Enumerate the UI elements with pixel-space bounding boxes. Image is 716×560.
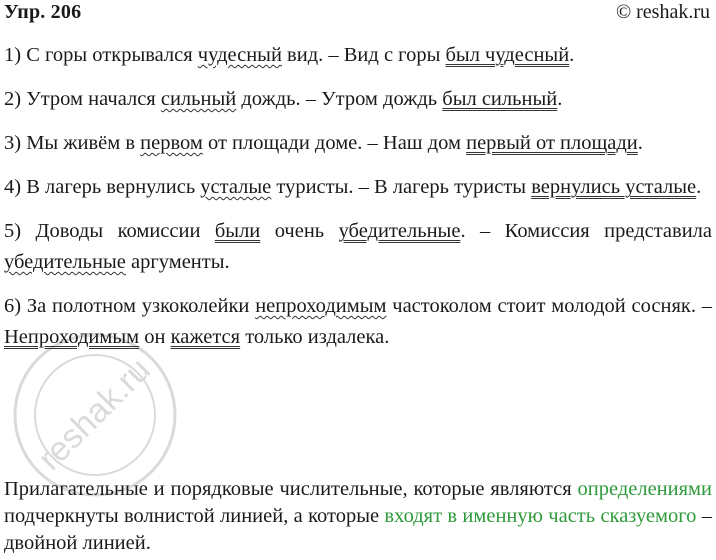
wavy-underlined-word: усталые <box>200 176 272 198</box>
sentence-text: вид. – Вид с горы <box>281 44 446 66</box>
sentence-text: 1) С горы открывался <box>4 44 198 66</box>
sentence-3 <box>4 128 712 159</box>
wavy-underlined-word: чудесный <box>197 44 282 66</box>
double-underlined-word: был сильный <box>442 88 558 110</box>
wavy-underlined-word: убедительные <box>4 251 126 273</box>
sentence-text: туристы. – В лагерь туристы <box>271 176 532 198</box>
sentence-text: . – Комиссия представила <box>460 220 713 242</box>
sentence-text: 6) За полотном узкоколейки <box>4 295 256 317</box>
double-underlined-word: был чудесный <box>445 44 570 66</box>
conclusion-highlight-definitions: определениями <box>577 478 712 500</box>
wavy-underlined-word: сильный <box>160 88 237 110</box>
conclusion-text-1: Прилагательные и порядковые числительные, которые являются <box>4 478 578 500</box>
sentence-text: дождь. – Утром дождь <box>236 88 443 110</box>
sentence-1 <box>4 40 712 71</box>
sentence-text: . <box>637 132 643 154</box>
sentence-6 <box>4 291 712 353</box>
sentence-text: 3) Мы живём в <box>4 132 141 154</box>
sentence-text: . <box>557 88 563 110</box>
sentence-text: 4) В лагерь вернулись <box>4 176 201 198</box>
sentence-2 <box>4 84 712 115</box>
sentence-text: 2) Утром начался <box>4 88 161 110</box>
exercise-content <box>4 40 712 366</box>
double-underlined-word: убедительные <box>338 220 461 242</box>
exercise-title: Упр. 206 <box>4 1 82 23</box>
watermark-text: reshak.ru <box>30 350 158 478</box>
sentence-text: . <box>569 44 575 66</box>
double-underlined-word: кажется <box>170 326 241 348</box>
double-underlined-word: вернулись усталые <box>531 176 697 198</box>
sentence-text: очень <box>260 220 339 242</box>
conclusion-highlight-predicate: входят в именную часть сказуемого <box>384 505 697 527</box>
sentence-text: только издалека. <box>240 326 390 348</box>
sentence-text: от площади доме. – Наш дом <box>202 132 467 154</box>
conclusion-text-3: – двойной линией. <box>4 505 712 554</box>
conclusion-paragraph <box>4 476 712 557</box>
sentence-5 <box>4 216 712 278</box>
sentence-text: аргументы. <box>125 251 230 273</box>
conclusion-text-2: подчеркнуты волнистой линией, а которые <box>4 505 385 527</box>
header <box>0 0 716 24</box>
double-underlined-word: были <box>214 220 261 242</box>
double-underlined-word: первый от площади <box>466 132 638 154</box>
wavy-underlined-word: непроходимым <box>255 295 387 317</box>
sentence-text: . <box>696 176 702 198</box>
sentence-text: 5) Доводы комиссии <box>4 220 215 242</box>
double-underlined-word: Непроходимым <box>4 326 140 348</box>
copyright-notice: © reshak.ru <box>615 1 710 23</box>
wavy-underlined-word: первом <box>140 132 203 154</box>
sentence-text: он <box>139 326 171 348</box>
sentence-text: частоколом стоит молодой сосняк. – <box>386 295 712 317</box>
sentence-4 <box>4 172 712 203</box>
